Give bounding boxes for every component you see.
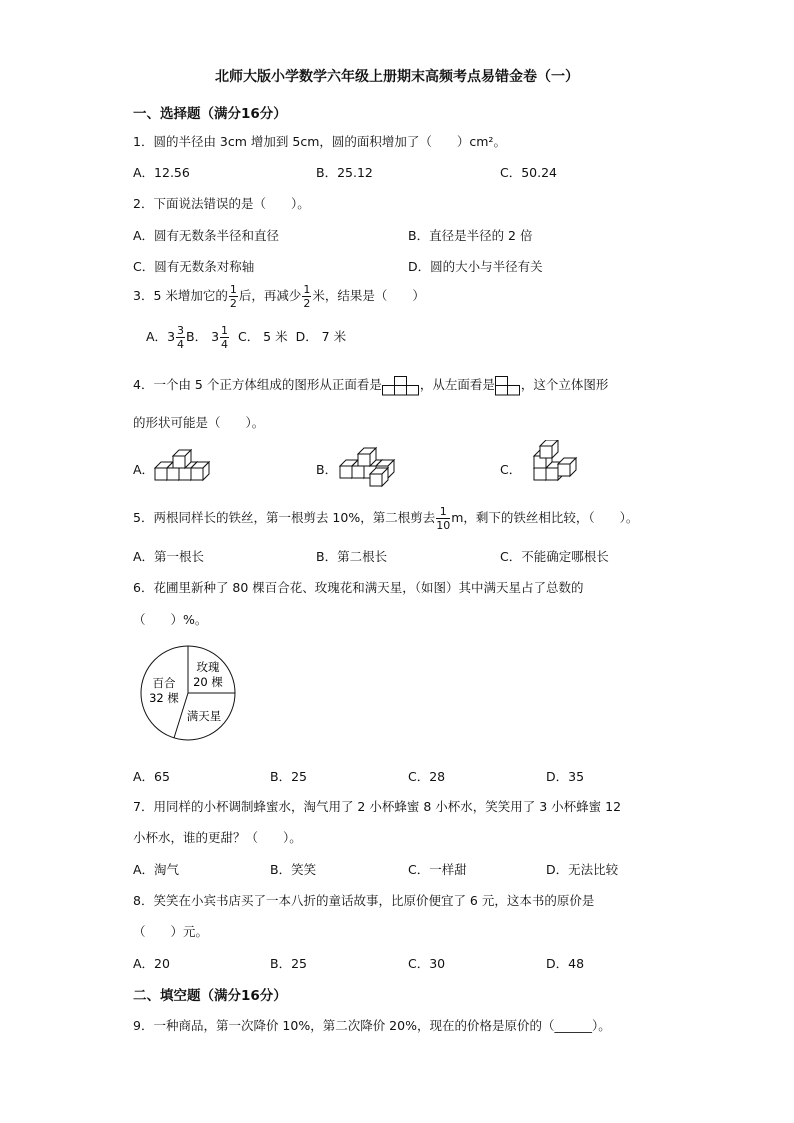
q4-text-1: 4．一个由 5 个正方体组成的图形从正面看是 <box>133 377 382 392</box>
page-title: 北师大版小学数学六年级上册期末高频考点易错金卷（一） <box>215 69 579 85</box>
q6-option-a: A．65 <box>133 769 170 784</box>
q4-option-c-label: C． <box>500 462 522 477</box>
q5-fraction: $\frac{1}{10}$ <box>436 505 451 532</box>
q3-text-2: 后，再减少 <box>238 288 302 303</box>
question-6-line1: 6．花圃里新种了 80 棵百合花、玫瑰花和满天星，（如图）其中满天星占了总数的 <box>133 580 584 595</box>
q8-option-c: C．30 <box>408 956 446 971</box>
question-5-stem <box>133 506 638 531</box>
q4-option-c-cubes <box>520 440 586 492</box>
q5-option-b: B．第二根长 <box>316 549 388 564</box>
cube-face <box>558 464 570 476</box>
cube-face <box>167 468 179 480</box>
section-heading-fill: 二、填空题（满分16分） <box>133 988 287 1004</box>
q4-text-3: ，这个立体图形 <box>520 377 609 392</box>
question-4-line2: 的形状可能是（ ）。 <box>133 415 265 430</box>
question-7-line2: 小杯水，谁的更甜？（ ）。 <box>133 830 302 845</box>
cube-face <box>173 456 185 468</box>
q3-option-a-label: A． <box>146 329 168 344</box>
q1-option-a: A．12.56 <box>133 165 190 180</box>
left-view-icon <box>495 376 521 396</box>
question-4-stem <box>133 375 608 396</box>
q7-option-d: D．无法比较 <box>546 862 619 877</box>
q5-option-a: A．第一根长 <box>133 549 205 564</box>
q7-option-b: B．笑笑 <box>270 862 317 877</box>
q2-option-c: C．圆有无数条对称轴 <box>133 259 255 274</box>
q3-option-b-mixed: 3 $\frac{1}{4}$ <box>211 324 229 351</box>
cube-face <box>370 474 382 486</box>
q4-option-b-label: B． <box>316 462 338 477</box>
q4-option-a-label: A． <box>133 462 155 477</box>
pie-label-star: 满天星 <box>186 709 222 723</box>
q2-option-b: B．直径是半径的 2 倍 <box>408 228 533 243</box>
cube-face <box>546 468 558 480</box>
q3-options <box>146 325 346 350</box>
question-1-stem: 1．圆的半径由 3cm 增加到 5cm，圆的面积增加了（ ）cm²。 <box>133 134 506 149</box>
cube-face <box>540 446 552 458</box>
q3-option-d: D． 7 米 <box>295 329 347 344</box>
q7-option-c: C．一样甜 <box>408 862 467 877</box>
q2-option-a: A．圆有无数条半径和直径 <box>133 228 280 243</box>
q5-text-1: 5．两根同样长的铁丝，第一根剪去 10%，第二根剪去 <box>133 510 436 525</box>
q3-fraction-1: $\frac{1}{2}$ <box>229 283 237 310</box>
pie-label-rose: 玫瑰 <box>196 660 220 674</box>
q4-text-2: ，从左面看是 <box>419 377 495 392</box>
q4-option-a-cubes <box>153 442 219 488</box>
question-2-stem: 2．下面说法错误的是（ ）。 <box>133 196 310 211</box>
pie-label-lily: 百合 <box>152 676 176 690</box>
question-8-line2: （ ）元。 <box>133 924 209 939</box>
cube-face <box>191 468 203 480</box>
q3-fraction-2: $\frac{1}{2}$ <box>303 283 311 310</box>
flower-pie-chart <box>138 643 238 743</box>
q1-option-b: B．25.12 <box>316 165 373 180</box>
q1-option-c: C．50.24 <box>500 165 558 180</box>
cube-face <box>352 466 364 478</box>
question-7-line1: 7．用同样的小杯调制蜂蜜水，淘气用了 2 小杯蜂蜜 8 小杯水，笑笑用了 3 小杯蜂蜜 12 <box>133 799 622 814</box>
question-9-line1: 9．一种商品，第一次降价 10%，第二次降价 20%，现在的价格是原价的（______）。 <box>133 1018 611 1033</box>
q3-text-1: 3．5 米增加它的 <box>133 288 228 303</box>
q3-option-b-label: B． <box>186 329 208 344</box>
q7-option-a: A．淘气 <box>133 862 180 877</box>
q3-option-a-mixed: 3 $\frac{3}{4}$ <box>167 324 185 351</box>
q3-option-c: C． 5 米 <box>237 329 288 344</box>
q2-option-d: D．圆的大小与半径有关 <box>408 259 543 274</box>
front-view-icon <box>382 376 420 396</box>
q8-option-d: D．48 <box>546 956 585 971</box>
question-3-stem <box>133 284 425 309</box>
pie-value-rose: 20 棵 <box>193 675 223 689</box>
q5-option-c: C．不能确定哪根长 <box>500 549 609 564</box>
q8-option-b: B．25 <box>270 956 307 971</box>
cube-face <box>340 466 352 478</box>
q8-option-a: A．20 <box>133 956 170 971</box>
q6-option-c: C．28 <box>408 769 446 784</box>
cube-face <box>534 468 546 480</box>
q4-option-b-cubes <box>336 440 406 490</box>
cube-face <box>155 468 167 480</box>
section-heading-choice: 一、选择题（满分16分） <box>133 106 287 122</box>
pie-value-lily: 32 棵 <box>149 691 179 705</box>
cube-face <box>358 454 370 466</box>
cube-face <box>179 468 191 480</box>
q6-option-d: D．35 <box>546 769 585 784</box>
q6-option-b: B．25 <box>270 769 307 784</box>
question-6-line2: （ ）%。 <box>133 612 208 627</box>
q3-text-3: 米，结果是（ ） <box>312 288 425 303</box>
q5-text-2: m，剩下的铁丝相比较，（ ）。 <box>451 510 639 525</box>
question-8-line1: 8．笑笑在小宾书店买了一本八折的童话故事，比原价便宜了 6 元，这本书的原价是 <box>133 893 595 908</box>
